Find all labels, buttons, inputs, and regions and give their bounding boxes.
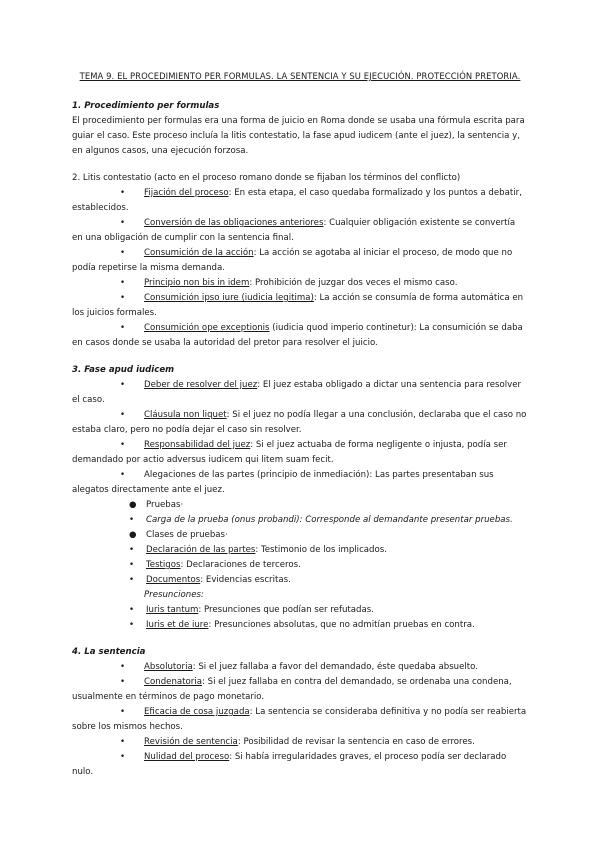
section-4-heading: 4. La sentencia	[72, 647, 146, 657]
list-item: • Responsabilidad del juez: Si el juez actuaba de forma negligente o injusta, podía ser demandado por actio adversus iudicem qui litem suam fecit.	[72, 440, 507, 465]
list-item: • Absolutoria: Si el juez fallaba a favor del demandado, éste quedaba absuelto.	[120, 662, 479, 672]
section-1-heading: 1. Procedimiento per formulas	[72, 101, 220, 111]
list-item: • Principio non bis in idem: Prohibición de juzgar dos veces el mismo caso.	[120, 278, 458, 288]
list-item: • Declaración de las partes: Testimonio de los implicados.	[129, 545, 387, 555]
list-item: • Iuris et de iure: Presunciones absolutas, que no admitían pruebas en contra.	[129, 620, 475, 630]
list-item: • Testigos: Declaraciones de terceros.	[129, 560, 301, 570]
presunciones-label: Presunciones:	[144, 590, 204, 600]
list-item: • Condenatoria: Si el juez fallaba en contra del demandado, se ordenaba una condena, usualmente en términos de pago monetario.	[72, 677, 512, 702]
sub-item-clases: ● Clases de pruebas·	[129, 530, 228, 540]
list-item: • Conversión de las obligaciones anteriores: Cualquier obligación existente se convertía en una obligación de cumplir con la sentencia final.	[72, 218, 516, 243]
list-item: • Revisión de sentencia: Posibilidad de revisar la sentencia en caso de errores.	[120, 737, 475, 747]
list-item: • Consumición ipso iure (iudicia legitima): La acción se consumía de forma automática en los juicios formales.	[72, 293, 524, 318]
list-item: • Consumición ope exceptionis (iudicia quod imperio continetur): La consumición se daba en casos donde se usaba la autoridad del pretor para resolver el juicio.	[72, 323, 523, 348]
list-item: • Nulidad del proceso: Si había irregularidades graves, el proceso podía ser declarado nulo.	[72, 752, 507, 777]
document-title: TEMA 9. EL PROCEDIMIENTO PER FORMULAS. LA SENTENCIA Y SU EJECUCIÓN. PROTECCIÓN PRETORIA.	[79, 71, 521, 81]
document-page	[72, 70, 528, 780]
section-1-body: El procedimiento per formulas era una forma de juicio en Roma donde se usaba una fórmula escrita para guiar el caso. Este proceso incluía la litis contestatio, la fase apud iudicem (ante el juez), la sentencia y, en algunos casos, una ejecución forzosa.	[72, 116, 525, 156]
section-2-heading: 2. Litis contestatio (acto en el proceso romano donde se fijaban los términos del conflicto)	[72, 173, 461, 183]
section-3-heading: 3. Fase apud iudicem	[72, 365, 175, 375]
list-item: • Deber de resolver del juez: El juez estaba obligado a dictar una sentencia para resolver el caso.	[72, 380, 522, 405]
list-item: • Cláusula non liquet: Si el juez no podía llegar a una conclusión, declaraba que el caso no estaba claro, pero no podía dejar el caso sin resolver.	[72, 410, 527, 435]
list-item: • Eficacia de cosa juzgada: La sentencia se consideraba definitiva y no podía ser reabierta sobre los mismos hechos.	[72, 707, 527, 732]
list-item: • Fijación del proceso: En esta etapa, el caso quedaba formalizado y los puntos a debatir, establecidos.	[72, 188, 522, 213]
list-item: • Documentos: Evidencias escritas.	[129, 575, 291, 585]
sub-item-pruebas: ● Pruebas·	[129, 500, 184, 510]
list-item: • Alegaciones de las partes (principio de inmediación): Las partes presentaban sus alegatos directamente ante el juez.	[72, 470, 494, 495]
list-item: • Iuris tantum: Presunciones que podían ser refutadas.	[129, 605, 374, 615]
list-item: • Consumición de la acción: La acción se agotaba al iniciar el proceso, de modo que no podía repetirse la misma demanda.	[72, 248, 513, 273]
sub-item-carga: • Carga de la prueba (onus probandi): Corresponde al demandante presentar pruebas.	[129, 515, 513, 525]
